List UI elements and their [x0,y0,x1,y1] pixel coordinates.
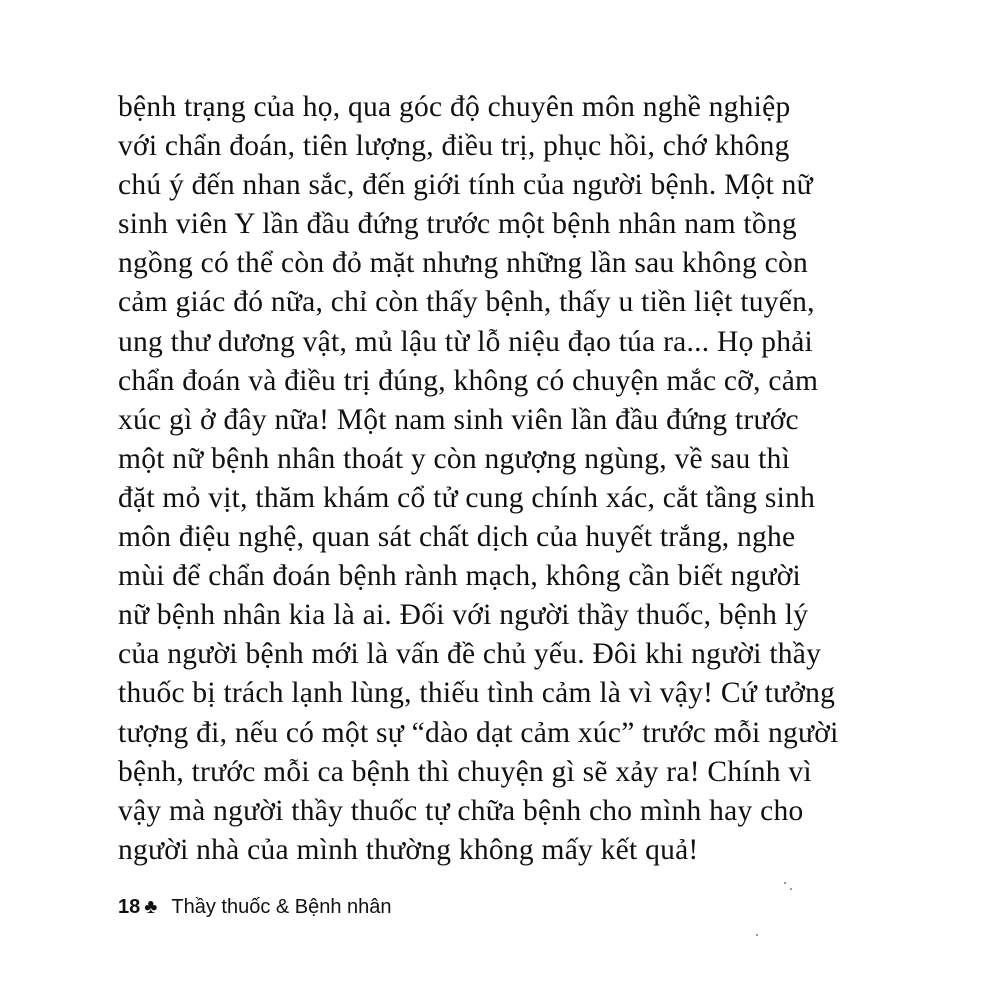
scan-speck [790,888,792,890]
text-line: thuốc bị trách lạnh lùng, thiếu tình cảm là vì vậy! Cứ tưởng [118,677,836,710]
scan-speck [756,934,758,936]
text-line: ung thư dương vật, mủ lậu từ lỗ niệu đạo túa ra... Họ phải [118,325,813,358]
text-line: cảm giác đó nữa, chỉ còn thấy bệnh, thấy u tiền liệt tuyến, [118,286,815,319]
text-line: nữ bệnh nhân kia là ai. Đối với người thầy thuốc, bệnh lý [118,599,809,632]
text-line: đặt mỏ vịt, thăm khám cổ tử cung chính xác, cắt tầng sinh [118,481,816,514]
text-line: với chẩn đoán, tiên lượng, điều trị, phục hồi, chớ không [118,130,790,163]
text-line: môn điệu nghệ, quan sát chất dịch của huyết trắng, nghe [118,521,796,554]
text-line: người nhà của mình thường không mấy kết quả! [118,833,699,866]
club-icon: ♣ [144,896,158,918]
text-line: bệnh, trước mỗi ca bệnh thì chuyện gì sẽ xảy ra! Chính vì [118,755,812,788]
page-footer [118,893,392,921]
text-line: ngồng có thể còn đỏ mặt nhưng những lần sau không còn [118,247,809,280]
text-line: chú ý đến nhan sắc, đến giới tính của người bệnh. Một nữ [118,169,813,202]
text-line: của người bệnh mới là vấn đề chủ yếu. Đôi khi người thầy [118,638,822,671]
page-number: 18 [118,895,141,918]
running-title: Thầy thuốc & Bệnh nhân [171,895,392,918]
text-line: bệnh trạng của họ, qua góc độ chuyên môn nghề nghiệp [118,91,791,123]
text-line: một nữ bệnh nhân thoát y còn ngượng ngùng, về sau thì [118,442,791,475]
text-line: mùi để chẩn đoán bệnh rành mạch, không cần biết người [118,560,801,593]
text-line: tượng đi, nếu có một sự “dào dạt cảm xúc” trước mỗi người [118,716,839,749]
scan-speck [784,882,786,884]
text-line: chẩn đoán và điều trị đúng, không có chuyện mắc cỡ, cảm [118,364,819,397]
page-body-text [118,88,898,870]
text-line: vậy mà người thầy thuốc tự chữa bệnh cho mình hay cho [118,794,804,827]
text-line: xúc gì ở đây nữa! Một nam sinh viên lần đầu đứng trước [118,403,799,436]
text-line: sinh viên Y lần đầu đứng trước một bệnh nhân nam tồng [118,208,797,241]
